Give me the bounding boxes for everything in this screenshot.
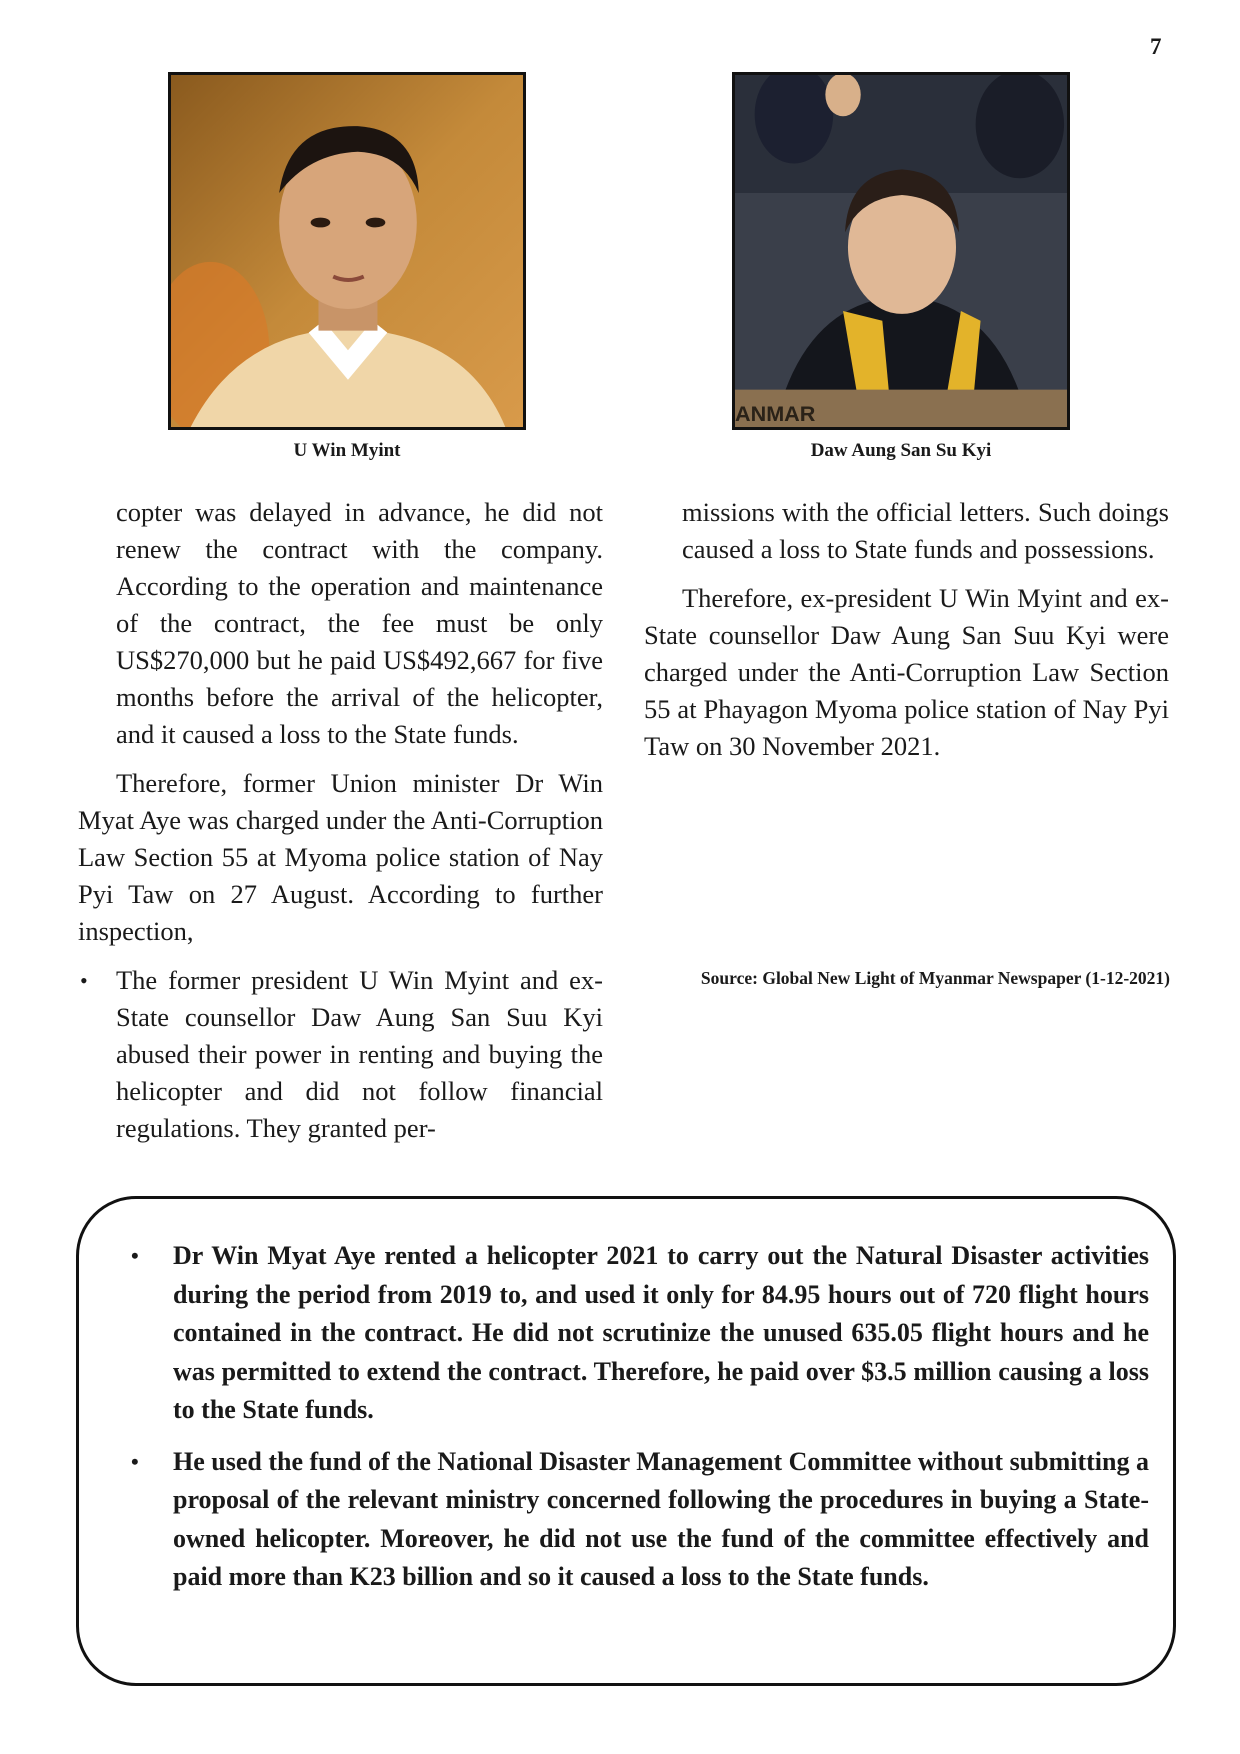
summary-box <box>76 1196 1176 1686</box>
summary-item-text: Dr Win Myat Aye rented a helicopter 2021 to carry out the Natural Disaster activities during the period from 2019 to, and used it only for 84.95 hours out of 720 flight hours contained in the contract. He did not scrutinize the unused 635.05 flight hours and he was permitted to extend the contract. Therefore, he paid over $3.5 million causing a loss to the State funds. <box>173 1241 1149 1424</box>
bullet-dot-icon: • <box>131 1448 139 1474</box>
photo-caption-right: Daw Aung San Su Kyi <box>810 440 992 461</box>
portrait-photo-u-win-myint <box>168 72 526 430</box>
left-column <box>78 494 603 1159</box>
source-citation: Source: Global New Light of Myanmar Newspaper (1-12-2021) <box>700 968 1170 988</box>
portrait-photo-daw-aung-san-suu-kyi <box>732 72 1070 430</box>
left-bullet-text: The former president U Win Myint and ex-State counsellor Daw Aung San Suu Kyi abused their power in renting and buying the helicopter and did not follow financial regulations. They granted per- <box>116 965 603 1143</box>
summary-item-text: He used the fund of the National Disaster Management Committee without submitting a proposal of the relevant ministry concerned following the procedures in buying a State-owned helicopter. Moreover, he did not use the fund of the committee effectively and paid more than K23 billion and so it caused a loss to the State funds. <box>173 1446 1149 1591</box>
left-bullet-item <box>78 962 603 1147</box>
right-column <box>644 494 1169 777</box>
right-paragraph-1: missions with the official letters. Such doings caused a loss to State funds and possessions. <box>682 497 1169 564</box>
page-number: 7 <box>1150 34 1162 59</box>
left-paragraph-1: copter was delayed in advance, he did not renew the contract with the company. According to the operation and maintenance of the contract, the fee must be only US$270,000 but he paid US$492,667 for five months before the arrival of the helicopter, and it caused a loss to the State funds. <box>116 497 603 749</box>
bullet-dot-icon: • <box>131 1243 139 1268</box>
photo-caption-left: U Win Myint <box>293 440 401 461</box>
summary-list <box>109 1237 1149 1610</box>
bullet-dot-icon: • <box>80 968 88 993</box>
summary-item <box>109 1443 1149 1597</box>
right-paragraph-2: Therefore, ex-president U Win Myint and ex-State counsellor Daw Aung San Suu Kyi were charged under the Anti-Corruption Law Section 55 at Phayagon Myoma police station of Nay Pyi Taw on 30 November 2021. <box>644 583 1169 761</box>
summary-item <box>109 1237 1149 1430</box>
left-paragraph-2: Therefore, former Union minister Dr Win Myat Aye was charged under the Anti-Corruption Law Section 55 at Myoma police station of Nay Pyi Taw on 27 August. According to further inspection, <box>78 768 603 946</box>
background-sign-text: ANMAR <box>735 401 816 427</box>
